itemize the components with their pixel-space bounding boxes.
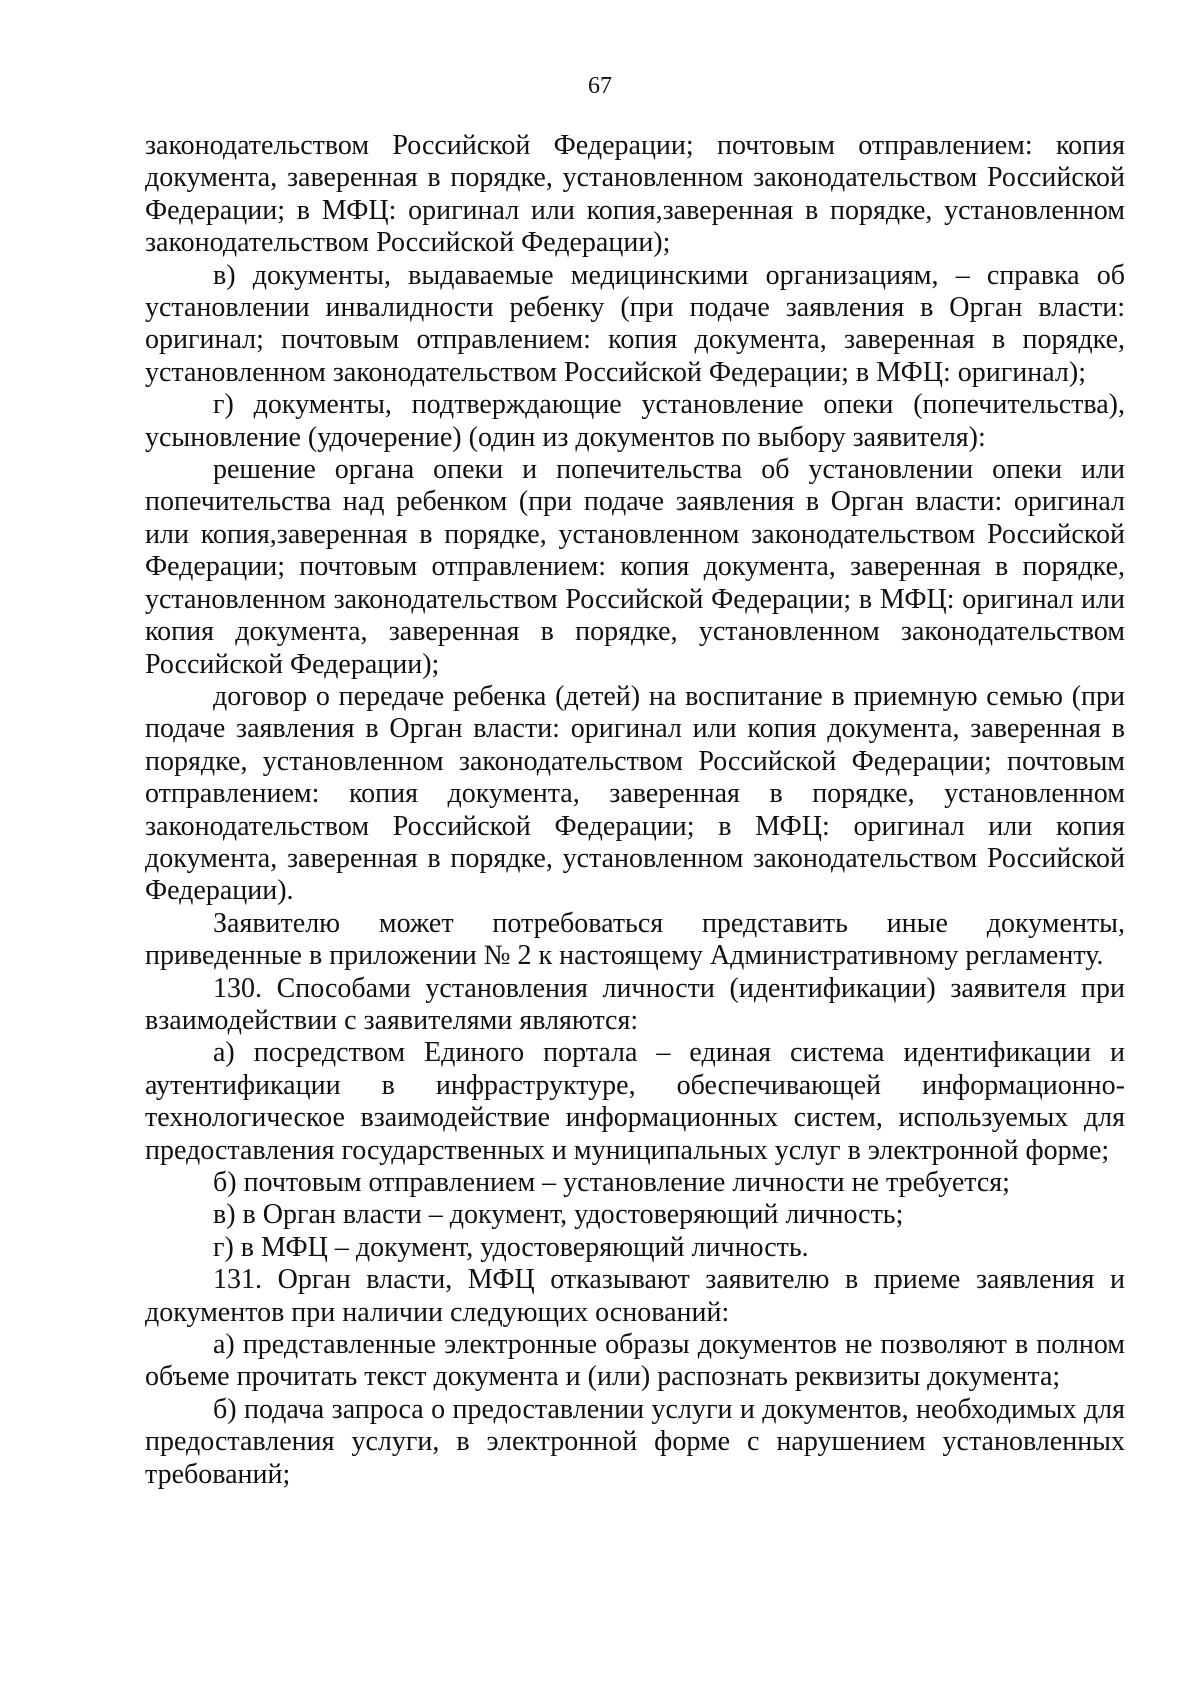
paragraph-130-v-authority: в) в Орган власти – документ, удостоверяющий личность;	[213, 1199, 904, 1231]
paragraph-continuation: законодательством Российской Федерации; почтовым отправлением: копия документа, заверенная в порядке, установленном законодательством Российской Федерации; в МФЦ: оригинал или копия,заверенная в порядке, установленном законодательством Российской Федерации);	[145, 130, 1125, 259]
paragraph-130-a-portal: а) посредством Единого портала – единая система идентификации и аутентификации в инфраструктуре, обеспечивающей информационно-технологическое взаимодействие информационных систем, используемых для предоставления государственных и муниципальных услуг в электронной форме;	[145, 1037, 1125, 1166]
paragraph-item-v-medical-docs: в) документы, выдаваемые медицинскими организациям, – справка об установлении инвалидности ребенку (при подаче заявления в Орган власти: оригинал; почтовым отправлением: копия документа, заверенная в порядке, установленном законодательством Российской Федерации; в МФЦ: оригинал);	[145, 259, 1125, 388]
paragraph-131-b-violation: б) подача запроса о предоставлении услуги и документов, необходимых для предоставления услуги, в электронной форме с нарушением установленных требований;	[145, 1393, 1125, 1490]
paragraph-other-documents: Заявителю может потребоваться представить иные документы, приведенные в приложении № 2 к настоящему Административному регламенту.	[145, 907, 1125, 972]
paragraph-item-g-guardianship-docs: г) документы, подтверждающие установление опеки (попечительства), усыновление (удочерение) (один из документов по выбору заявителя):	[145, 389, 1125, 453]
paragraph-131-refusal: 131. Орган власти, МФЦ отказывают заявителю в приеме заявления и документов при наличии следующих оснований:	[145, 1264, 1125, 1328]
paragraph-130-g-mfc: г) в МФЦ – документ, удостоверяющий личность.	[213, 1231, 809, 1263]
paragraph-131-a-images: а) представленные электронные образы документов не позволяют в полном объеме прочитать текст документа и (или) распознать реквизиты документа;	[145, 1329, 1125, 1393]
paragraph-130-b-post: б) почтовым отправлением – установление личности не требуется;	[213, 1167, 1010, 1198]
paragraph-foster-family-contract: договор о передаче ребенка (детей) на воспитание в приемную семью (при подаче заявления в Орган власти: оригинал или копия документа, заверенная в порядке, установленном законодательством Российской Федерации; почтовым отправлением: копия документа, заверенная в порядке, установленном законодательством Российской Федерации; в МФЦ: оригинал или копия документа, заверенная в порядке, установленном законодательством Российской Федерации).	[145, 680, 1125, 907]
paragraph-guardianship-decision: решение органа опеки и попечительства об установлении опеки или попечительства над ребенком (при подаче заявления в Орган власти: оригинал или копия,заверенная в порядке, установленном законодательством Российской Федерации; почтовым отправлением: копия документа, заверенная в порядке, установленном законодательством Российской Федерации; в МФЦ: оригинал или копия документа, заверенная в порядке, установленном законодательством Российской Федерации);	[145, 454, 1125, 680]
page-number: 67	[588, 73, 612, 99]
document-body	[145, 130, 1125, 1491]
paragraph-130-identification: 130. Способами установления личности (идентификации) заявителя при взаимодействии с заявителями являются:	[145, 972, 1125, 1036]
